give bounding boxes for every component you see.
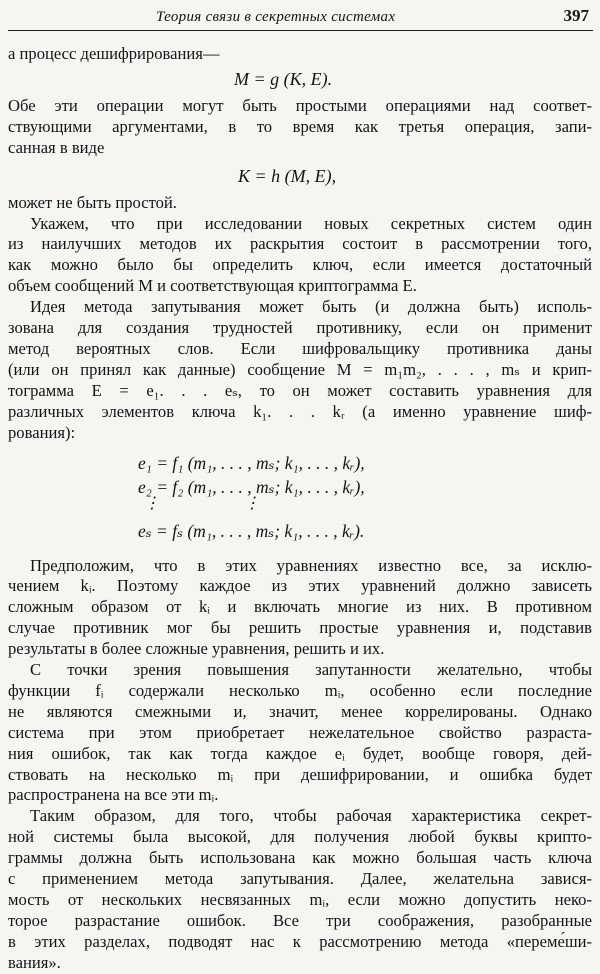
- text-line: чением kᵢ. Поэтому каждое из этих уравнений должно зависеть: [8, 576, 592, 596]
- text-line: функции fᵢ содержали несколько mᵢ, особенно если последние: [8, 680, 592, 700]
- paragraph: [8, 96, 592, 159]
- text-line: ния ошибок, так как тогда каждое eᵢ будет, вообще говоря, дей-: [8, 743, 592, 763]
- text-line: из наилучших методов их раскрытия состоит в рассмотрении того,: [8, 234, 592, 254]
- equation-key: K = h (M, E),: [238, 165, 337, 186]
- text-line: Предположим, что в этих уравнениях известно все, за исклю-: [30, 555, 592, 575]
- page-number: 397: [563, 6, 589, 25]
- text-line: сложным образом от kᵢ и включать многие из них. В противном: [8, 597, 592, 617]
- vertical-ellipsis: ⋮: [144, 494, 160, 512]
- equation-row: e₂ = f₂ (m₁, . . . , mₛ; k₁, . . . , kᵣ),: [138, 476, 365, 497]
- equation-system: [8, 452, 592, 548]
- paragraph: [8, 660, 592, 806]
- text-line: Идея метода запутывания может быть (и должна быть) исполь-: [30, 297, 592, 317]
- equation-row: e₁ = f₁ (m₁, . . . , mₛ; k₁, . . . , kᵣ),: [138, 452, 365, 473]
- text-line: метод вероятных слов. Если шифровальщику противника даны: [8, 338, 592, 358]
- text-line: С точки зрения повышения запутанности желательно, чтобы: [30, 660, 592, 680]
- text-line: а процесс дешифрирования—: [8, 44, 220, 63]
- paragraph: [8, 214, 592, 298]
- text-line: тограмма E = e₁. . . eₛ, то он может составить уравнения для: [8, 380, 592, 400]
- text-line: объем сообщений M и соответствующая криптограмма E.: [8, 276, 417, 296]
- page-header: [8, 4, 593, 31]
- paragraph: [8, 556, 592, 661]
- paragraph: [8, 806, 592, 973]
- text-line: (или он принял как данные) сообщение M = m₁m₂, . . . , mₛ и крип-: [8, 359, 592, 379]
- text-line: торое разрастание ошибок. Все три соображения, разобранные: [8, 910, 592, 930]
- page-body: [8, 44, 592, 974]
- running-head: Теория связи в секретных системах: [156, 9, 396, 25]
- text-line: результаты в более сложные уравнения, решить и их.: [8, 639, 385, 659]
- text-line: Обе эти операции могут быть простыми операциями над соответ-: [8, 95, 592, 115]
- equation-decryption: M = g (K, E).: [234, 68, 333, 89]
- text-line: мость от нескольких несвязанных mᵢ, если можно допустить неко-: [8, 890, 592, 909]
- text-line: в этих разделах, подводят нас к рассмотрению метода «переме́ши-: [8, 931, 592, 951]
- paragraph: [8, 297, 592, 443]
- text-line: ствовать на несколько mᵢ при дешифрировании, и ошибка будет: [8, 764, 592, 784]
- text-line: может не быть простой.: [8, 192, 177, 212]
- text-line: Таким образом, для того, чтобы рабочая характеристика секрет-: [30, 806, 592, 826]
- text-line: случае противник мог бы решить простые уравнения и, подставив: [8, 618, 592, 638]
- text-line: ной системы была высокой, для получения любой буквы крипто-: [8, 827, 592, 847]
- text-line: система при этом приобретает нежелательное свойство разраста-: [8, 722, 592, 742]
- text-line: зована для создания трудностей противнику, если он применит: [8, 318, 592, 338]
- text-line: распространена на все эти mᵢ.: [8, 785, 219, 805]
- text-line: рования):: [8, 422, 76, 442]
- text-line: не являются смежными и, значит, менее коррелированы. Однако: [8, 701, 592, 721]
- text-line: граммы должна быть использована как можно большая часть ключа: [8, 848, 592, 868]
- text-line: ствующими аргументами, в то время как третья операция, запи-: [8, 116, 592, 136]
- text-line: различных элементов ключа k₁. . . kᵣ (а именно уравнение шиф-: [8, 401, 592, 421]
- vertical-ellipsis: ⋮: [244, 494, 260, 512]
- text-line: Укажем, что при исследовании новых секретных систем один: [30, 213, 592, 233]
- text-line: как можно было бы определить ключ, если имеется достаточный: [8, 255, 592, 275]
- text-line: с применением метода запутывания. Далее, желательна завися-: [8, 869, 592, 889]
- equation-row: eₛ = fₛ (m₁, . . . , mₛ; k₁, . . . , kᵣ).: [138, 520, 365, 541]
- text-line: вания».: [8, 952, 61, 972]
- text-line: санная в виде: [8, 137, 105, 157]
